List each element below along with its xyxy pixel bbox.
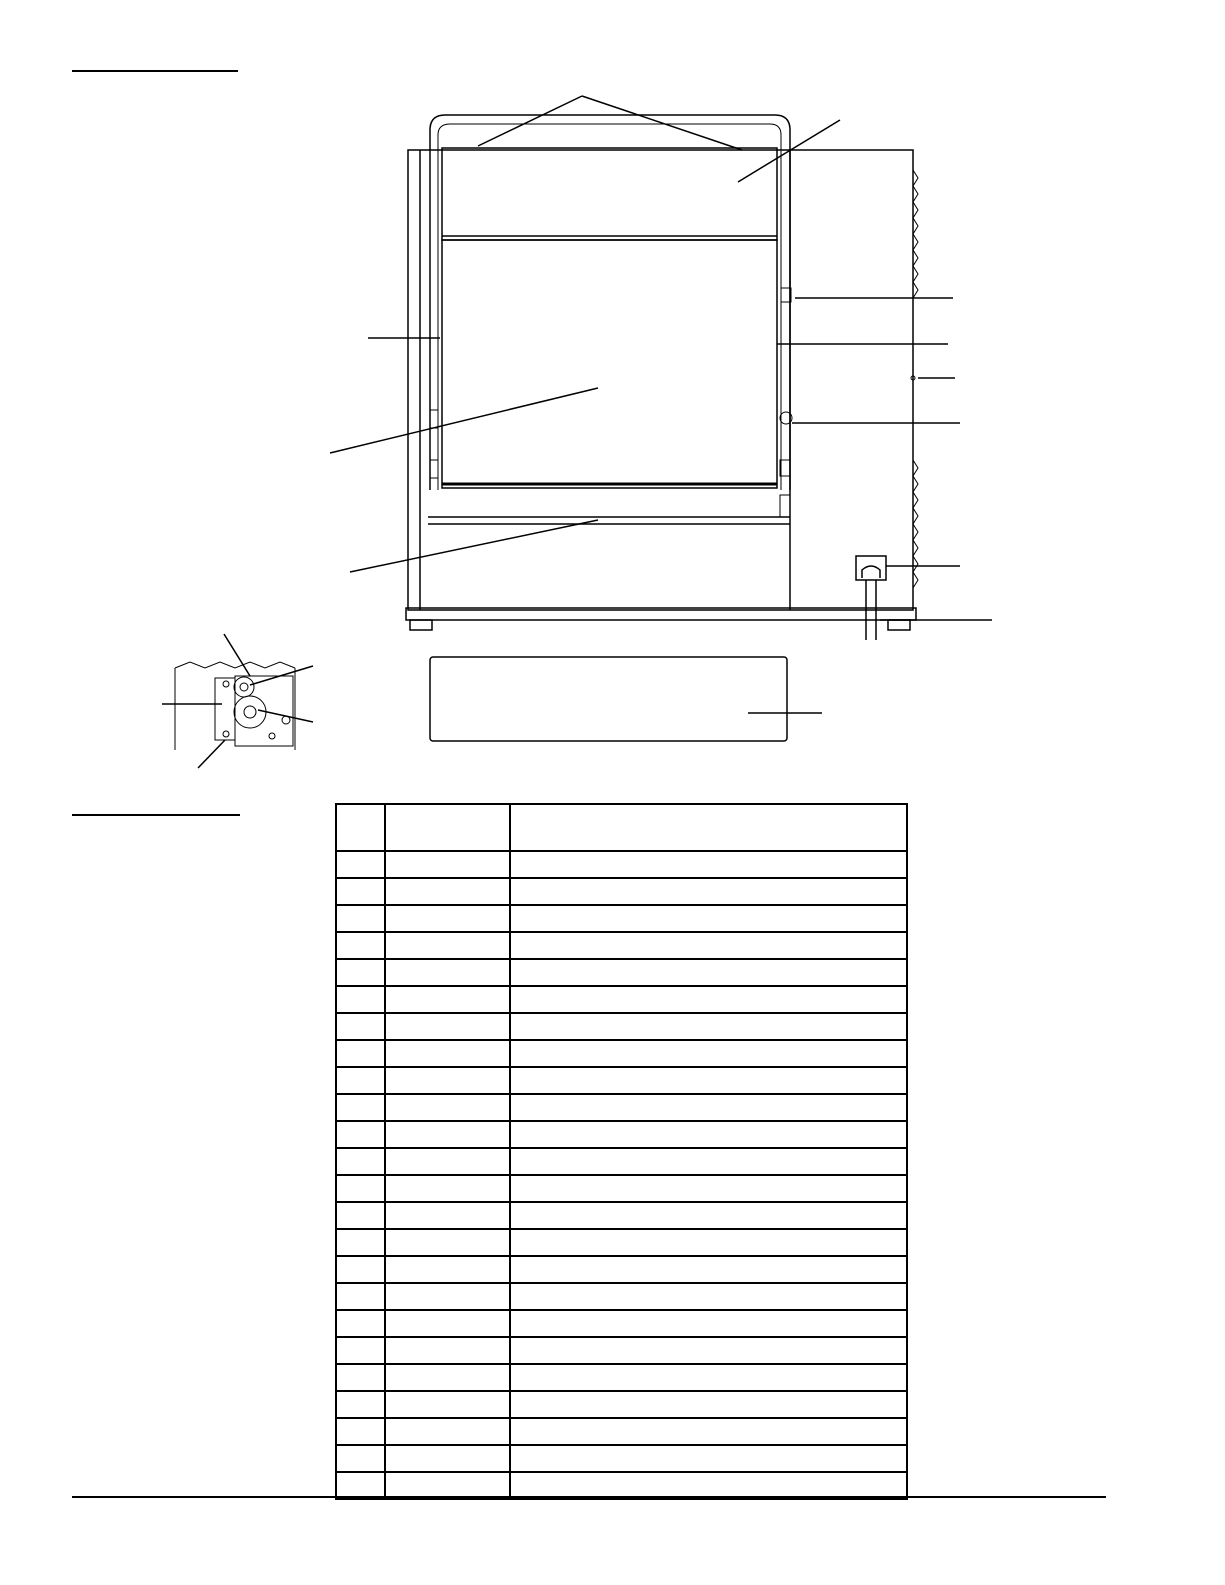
parts-cell-description [510,932,907,959]
parts-cell-description [510,1040,907,1067]
parts-cell-item [336,1067,385,1094]
parts-cell-description [510,1391,907,1418]
parts-cell-item [336,1040,385,1067]
parts-cell-part-number [385,905,510,932]
table-row [336,1418,907,1445]
table-row [336,1067,907,1094]
parts-cell-description [510,1472,907,1499]
parts-cell-item [336,959,385,986]
table-row [336,1229,907,1256]
parts-cell-part-number [385,932,510,959]
parts-cell-description [510,1310,907,1337]
table-row [336,878,907,905]
parts-cell-description [510,1364,907,1391]
parts-cell-description [510,1445,907,1472]
table-row [336,851,907,878]
parts-cell-description [510,1256,907,1283]
cabinet-outline [408,150,918,610]
table-row [336,1364,907,1391]
parts-cell-part-number [385,851,510,878]
table-row [336,986,907,1013]
table-row [336,1445,907,1472]
gear-detail-inset [175,662,295,750]
table-row [336,1310,907,1337]
parts-cell-description [510,1094,907,1121]
bottom-section-heading-rule [72,814,240,816]
parts-cell-part-number [385,1121,510,1148]
parts-list-table [335,803,908,1500]
parts-cell-item [336,1121,385,1148]
parts-cell-description [510,878,907,905]
parts-cell-part-number [385,1175,510,1202]
parts-cell-part-number [385,878,510,905]
parts-table-body [336,851,907,1499]
parts-cell-description [510,1013,907,1040]
main-window-panel [442,240,777,488]
parts-cell-item [336,1472,385,1499]
parts-cell-part-number [385,1229,510,1256]
parts-cell-description [510,1283,907,1310]
parts-cell-description [510,986,907,1013]
power-inlet [856,556,886,640]
parts-cell-item [336,986,385,1013]
parts-cell-part-number [385,1202,510,1229]
parts-cell-description [510,1148,907,1175]
table-row [336,1391,907,1418]
top-handle [430,115,790,490]
table-row [336,959,907,986]
parts-cell-description [510,1175,907,1202]
parts-cell-part-number [385,1040,510,1067]
parts-cell-item [336,1391,385,1418]
top-handle-inner [438,124,781,490]
parts-cell-description [510,1067,907,1094]
parts-cell-item [336,932,385,959]
parts-cell-item [336,1256,385,1283]
parts-cell-part-number [385,1148,510,1175]
parts-cell-item [336,1013,385,1040]
table-row [336,1202,907,1229]
callout-leader-lines [162,96,992,768]
parts-cell-part-number [385,1418,510,1445]
table-row [336,932,907,959]
parts-cell-part-number [385,1364,510,1391]
parts-table-header-item [336,804,385,851]
parts-cell-item [336,1445,385,1472]
parts-table-header-row [336,804,907,851]
parts-cell-item [336,1094,385,1121]
parts-cell-item [336,905,385,932]
parts-cell-item [336,851,385,878]
parts-cell-part-number [385,1310,510,1337]
parts-cell-part-number [385,959,510,986]
parts-cell-description [510,1121,907,1148]
parts-cell-item [336,1364,385,1391]
parts-cell-description [510,1418,907,1445]
table-row [336,1256,907,1283]
lower-shelf [428,517,790,524]
table-row [336,1337,907,1364]
table-row [336,1175,907,1202]
parts-cell-part-number [385,1472,510,1499]
table-row [336,1283,907,1310]
parts-cell-part-number [385,1337,510,1364]
parts-table-header-part-number [385,804,510,851]
parts-cell-item [336,1148,385,1175]
parts-cell-part-number [385,1013,510,1040]
parts-cell-item [336,1337,385,1364]
table-row [336,1148,907,1175]
parts-cell-part-number [385,1391,510,1418]
parts-cell-item [336,1418,385,1445]
parts-cell-part-number [385,1094,510,1121]
parts-cell-part-number [385,986,510,1013]
table-row [336,905,907,932]
base-plate [406,608,916,630]
parts-cell-item [336,1310,385,1337]
table-row [336,1013,907,1040]
table-row [336,1121,907,1148]
parts-cell-item [336,1229,385,1256]
parts-cell-part-number [385,1445,510,1472]
table-row [336,1472,907,1499]
parts-cell-part-number [385,1067,510,1094]
table-row [336,1040,907,1067]
parts-cell-item [336,1283,385,1310]
parts-cell-description [510,959,907,986]
parts-cell-description [510,851,907,878]
parts-cell-description [510,905,907,932]
parts-cell-item [336,1202,385,1229]
parts-cell-item [336,1175,385,1202]
parts-cell-description [510,1337,907,1364]
table-row [336,1094,907,1121]
parts-table-header-description [510,804,907,851]
parts-cell-part-number [385,1256,510,1283]
parts-cell-description [510,1229,907,1256]
drip-tray [430,657,787,741]
parts-cell-description [510,1202,907,1229]
parts-cell-part-number [385,1283,510,1310]
parts-cell-item [336,878,385,905]
hood-panel [442,148,777,240]
